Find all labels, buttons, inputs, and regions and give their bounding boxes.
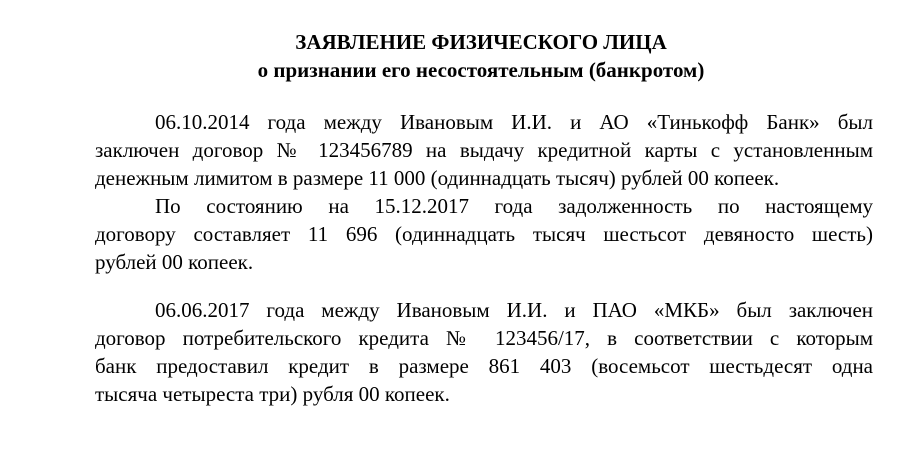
paragraph-tinkoff-contract: [95, 108, 873, 192]
paragraph-line: договор потребительского кредита № 123456/17, в соответствии с которым: [95, 326, 873, 350]
paragraph-line: денежным лимитом в размере 11 000 (одиннадцать тысяч) рублей 00 копеек.: [95, 166, 780, 190]
document-subtitle: о признании его несостоятельным (банкротом): [257, 58, 705, 82]
document-title: ЗАЯВЛЕНИЕ ФИЗИЧЕСКОГО ЛИЦА: [295, 30, 667, 54]
paragraph-line: По состоянию на 15.12.2017 года задолженность по настоящему: [155, 194, 873, 218]
paragraph-line: 06.06.2017 года между Ивановым И.И. и ПАО «МКБ» был заключен: [155, 298, 873, 322]
paragraph-line: заключен договор № 123456789 на выдачу кредитной карты с установленным: [95, 138, 873, 162]
paragraph-line: договору составляет 11 696 (одиннадцать тысяч шестьсот девяносто шесть): [95, 222, 873, 246]
paragraph-line: тысяча четыреста три) рубля 00 копеек.: [95, 382, 450, 406]
paragraph-line: банк предоставил кредит в размере 861 403 (восемьсот шестьдесят одна: [95, 354, 873, 378]
paragraph-mkb-contract: [95, 296, 873, 408]
paragraph-line: 06.10.2014 года между Ивановым И.И. и АО «Тинькофф Банк» был: [155, 110, 873, 134]
paragraph-tinkoff-debt: [95, 192, 873, 276]
paragraph-line: рублей 00 копеек.: [95, 250, 254, 274]
